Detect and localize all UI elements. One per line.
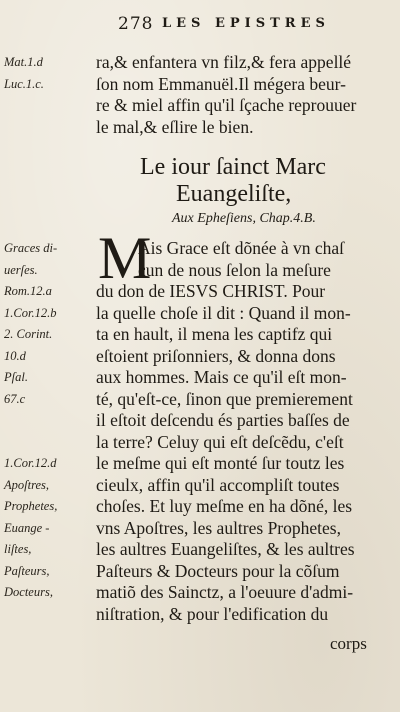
text-line: le meſme qui eſt monté ſur toutz les <box>96 453 345 473</box>
text-line: ſon nom Emmanuël.Il mégera beur- <box>96 73 346 94</box>
text-line: cun de nous ſelon la meſure <box>138 259 331 280</box>
continuation-paragraph <box>96 52 396 138</box>
margin-note: Euange - <box>4 520 50 535</box>
text-line: cieulx, affin qu'il accompliſt toutes <box>96 474 340 495</box>
margin-note: 10.d <box>4 348 26 363</box>
margin-note: Prophetes, <box>4 499 58 513</box>
text-line: les aultres Euangeliſtes, & les aultres <box>96 539 355 559</box>
margin-note: 1.Cor.12.d <box>4 456 57 470</box>
top-margin-notes <box>4 52 94 95</box>
margin-note: 2. Corint. <box>4 327 53 341</box>
section-subtitle: Euangeliſte, <box>176 181 292 207</box>
margin-note: Pſal. <box>4 370 28 384</box>
text-line: té, qu'eſt-ce, ſinon que premierement <box>96 388 353 409</box>
drop-cap: M <box>98 225 152 291</box>
text-line: la terre? Celuy qui eſt deſcẽdu, c'eſt <box>96 431 344 452</box>
margin-note: Mat.1.d <box>4 55 43 69</box>
text-line: ra,& enfantera vn filz,& fera appellé <box>96 52 352 72</box>
page-header <box>0 14 400 36</box>
margin-note: Rom.12.a <box>4 284 52 298</box>
text-line: du don de IESVS CHRIST. Pour <box>96 281 326 301</box>
margin-note: Docteurs, <box>4 585 53 599</box>
margin-note: uerſes. <box>4 262 38 277</box>
margin-note: Apoſtres, <box>4 477 50 492</box>
margin-note: Graces di- <box>4 241 58 255</box>
text-line: niſtration, & pour l'edification du <box>96 603 329 624</box>
margin-note: Luc.1.c. <box>4 76 44 91</box>
margin-notes <box>4 238 94 604</box>
scripture-reference: Aux Epheſiens, Chap.4.B. <box>172 211 316 226</box>
text-line: eſtoient priſonniers, & donna dons <box>96 345 336 366</box>
text-line: il eſtoit deſcendu és parties baſſes de <box>96 410 350 430</box>
text-line: la quelle choſe il dit : Quand il mon- <box>96 302 351 323</box>
epistle-body <box>96 238 396 625</box>
text-line: le mal,& eſlire le bien. <box>96 116 254 137</box>
running-head: LES EPISTRES <box>162 16 330 31</box>
text-line: choſes. Et luy meſme en ha dõné, les <box>96 496 353 516</box>
margin-note: 1.Cor.12.b <box>4 305 57 320</box>
text-line: matiõ des Sainctz, a l'oeuure d'admi- <box>96 582 354 602</box>
margin-note: Paſteurs, <box>4 563 50 578</box>
catchword: corps <box>330 634 367 653</box>
text-line: ta en hault, il mena les captifz qui <box>96 324 333 344</box>
text-line: re & miel affin qu'il ſçache reprouuer <box>96 95 357 115</box>
margin-note: liſtes, <box>4 542 32 556</box>
text-line: vns Apoſtres, les aultres Prophetes, <box>96 517 341 538</box>
section-title: Le iour ſainct Marc <box>140 154 326 180</box>
text-line: aux hommes. Mais ce qu'il eſt mon- <box>96 367 347 387</box>
margin-note: 67.c <box>4 391 26 406</box>
page-number: 278 <box>118 14 154 34</box>
text-line: Ais Grace eſt dõnée à vn chaſ <box>138 238 345 258</box>
text-line: Paſteurs & Docteurs pour la cõſum <box>96 560 340 581</box>
